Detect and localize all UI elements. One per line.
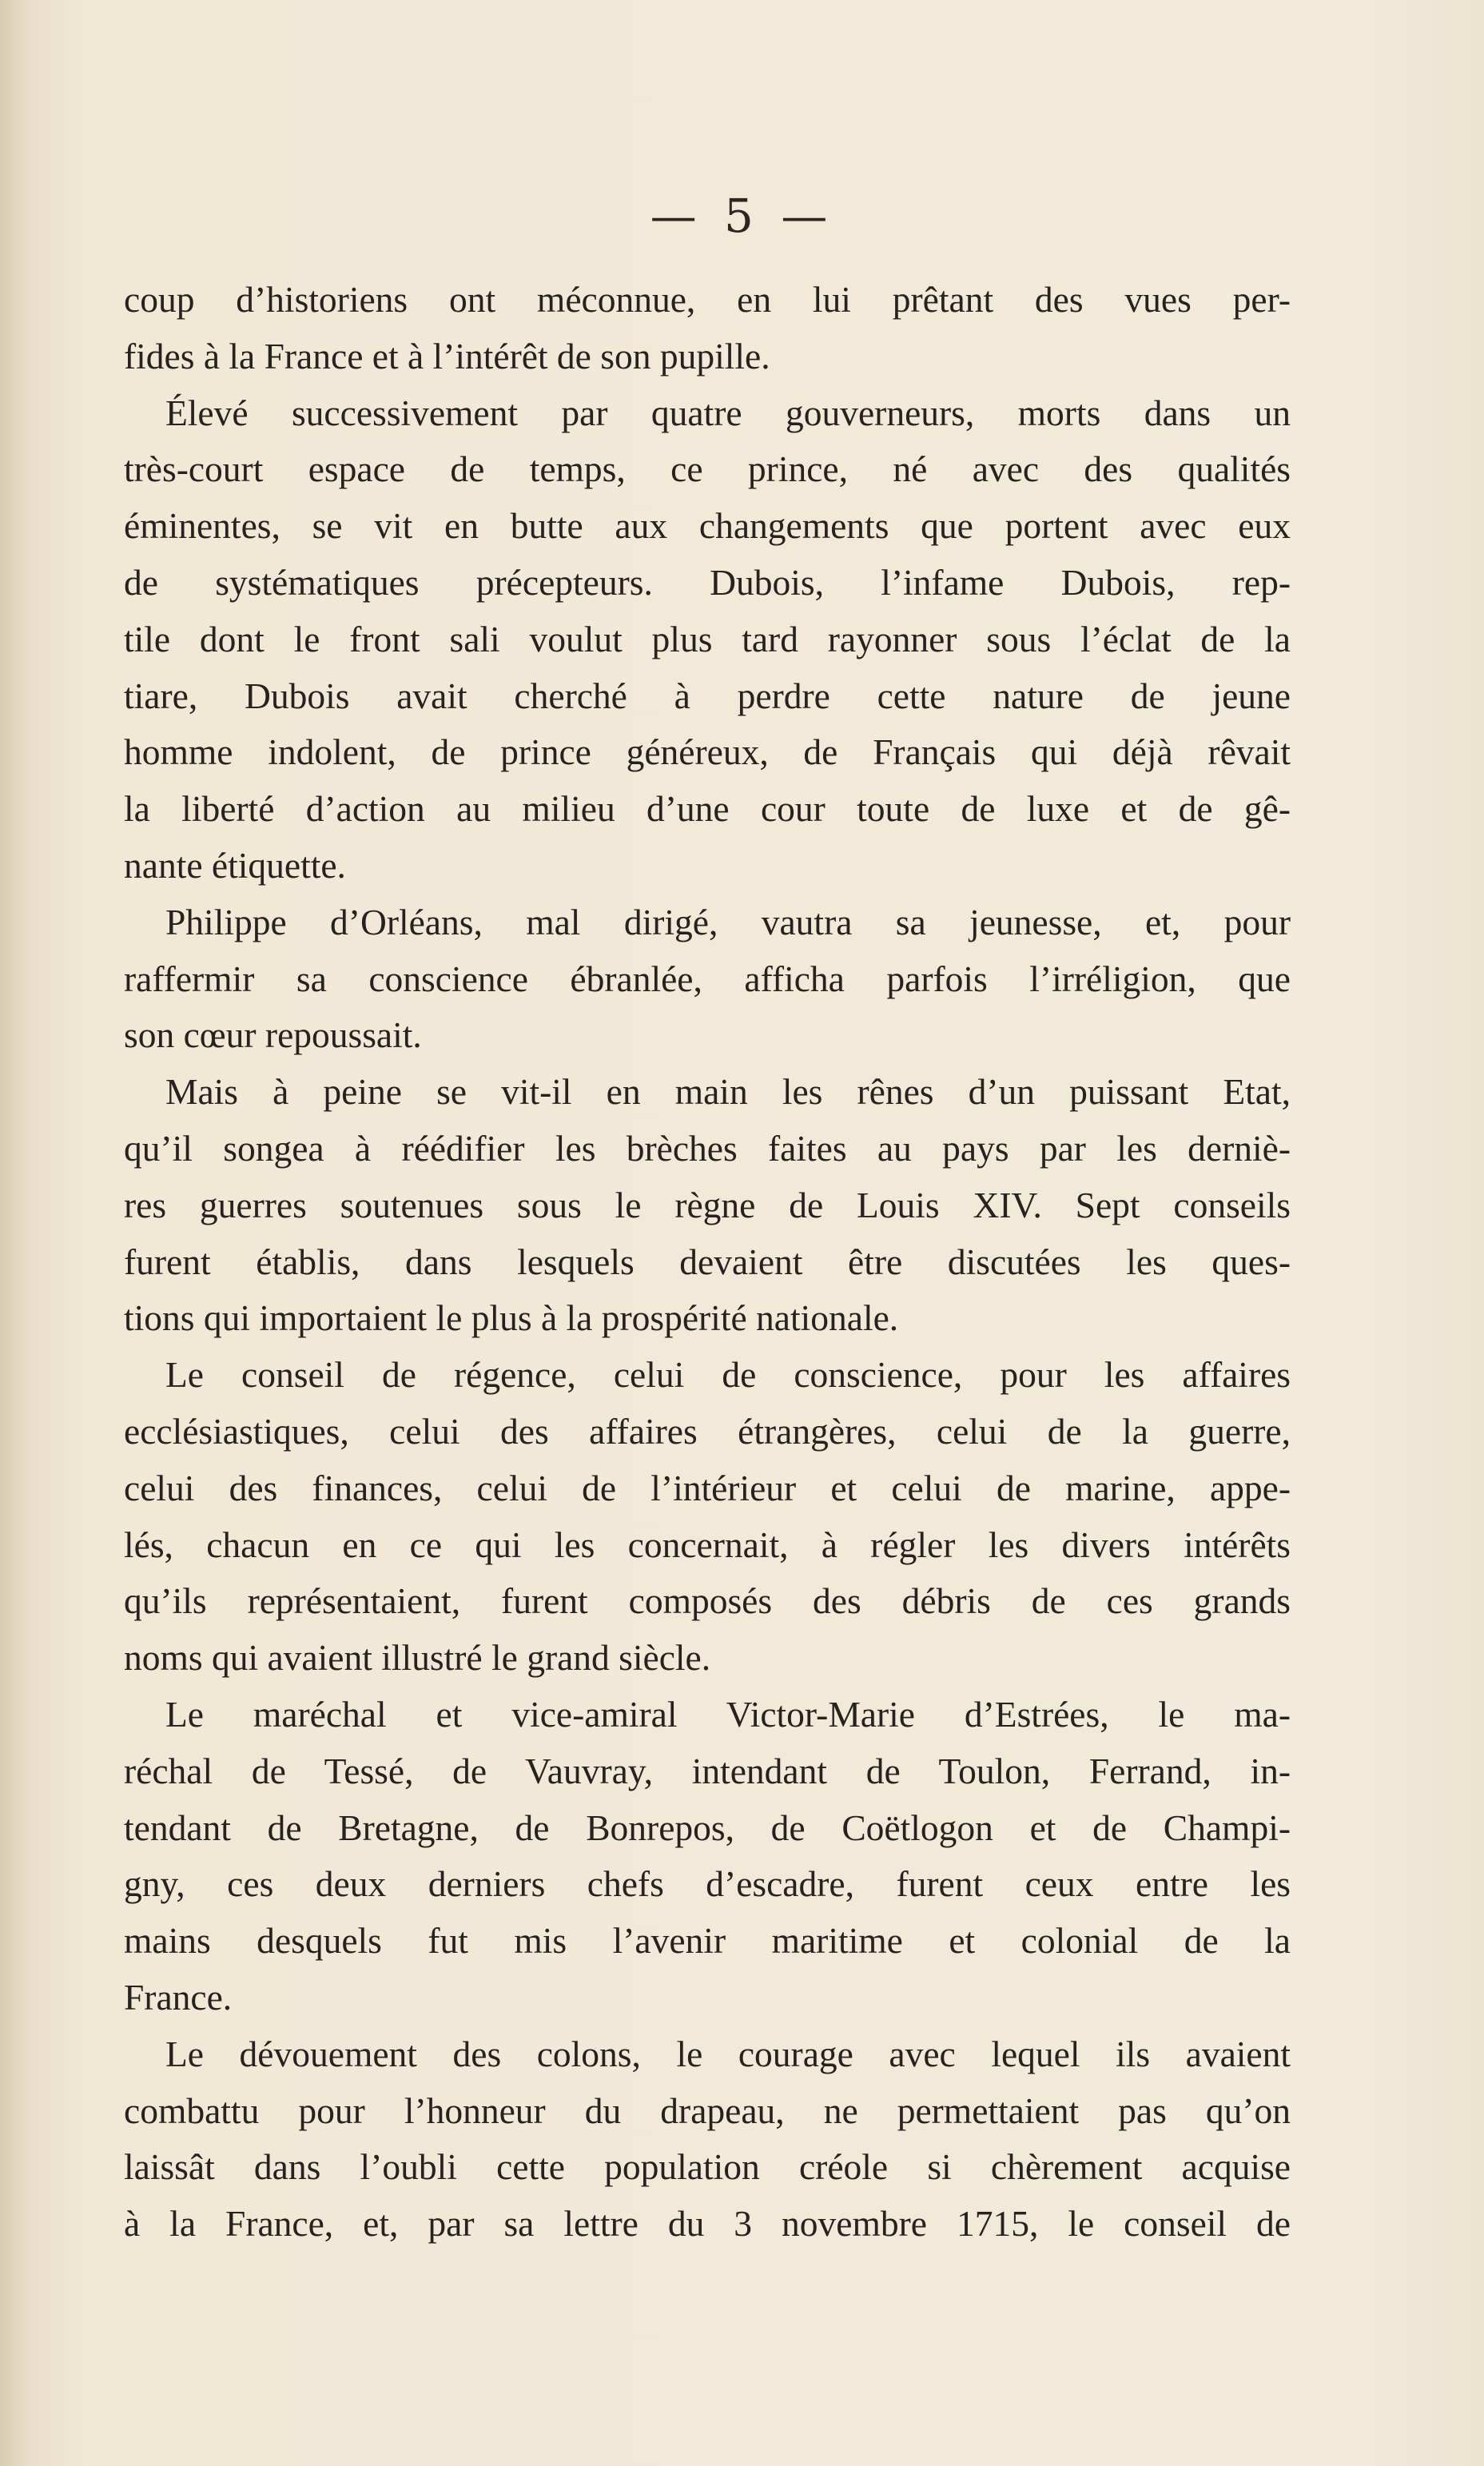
text-line: éminentes, se vit en butte aux changements que portent avec eux — [124, 505, 1291, 547]
text-line: à la France, et, par sa lettre du 3 novembre 1715, le conseil de — [124, 2203, 1291, 2245]
text-line: gny, ces deux derniers chefs d’escadre, furent ceux entre les — [124, 1863, 1291, 1905]
text-line: Mais à peine se vit-il en main les rênes d’un puissant Etat, — [165, 1071, 1291, 1113]
text-line: coup d’historiens ont méconnue, en lui prêtant des vues per- — [124, 279, 1291, 320]
page-number: — 5 — — [650, 189, 834, 243]
text-line: laissât dans l’oubli cette population créole si chèrement acquise — [124, 2146, 1291, 2188]
text-line: Élevé successivement par quatre gouverneurs, morts dans un — [165, 392, 1291, 433]
text-line: réchal de Tessé, de Vauvray, intendant de Toulon, Ferrand, in- — [124, 1750, 1291, 1791]
text-line: noms qui avaient illustré le grand siècle. — [124, 1637, 711, 1679]
text-line: furent établis, dans lesquels devaient être discutées les ques- — [124, 1241, 1291, 1282]
text-line: mains desquels fut mis l’avenir maritime et colonial de la — [124, 1920, 1291, 1962]
text-line: raffermir sa conscience ébranlée, afficha parfois l’irréligion, que — [124, 958, 1291, 999]
text-line: Le conseil de régence, celui de conscience, pour les affaires — [165, 1354, 1291, 1396]
text-line: homme indolent, de prince généreux, de Français qui déjà rêvait — [124, 731, 1291, 773]
text-line: tile dont le front sali voulut plus tard rayonner sous l’éclat de la — [124, 618, 1291, 659]
text-line: nante étiquette. — [124, 844, 346, 886]
text-line: de systématiques précepteurs. Dubois, l’infame Dubois, rep- — [124, 561, 1291, 603]
text-line: res guerres soutenues sous le règne de Louis XIV. Sept conseils — [124, 1184, 1291, 1225]
text-line: qu’ils représentaient, furent composés des débris de ces grands — [124, 1580, 1291, 1622]
text-line: son cœur repoussait. — [124, 1014, 422, 1056]
text-line: combattu pour l’honneur du drapeau, ne permettaient pas qu’on — [124, 2090, 1291, 2131]
text-line: tendant de Bretagne, de Bonrepos, de Coëtlogon et de Champi- — [124, 1807, 1291, 1848]
text-line: ecclésiastiques, celui des affaires étrangères, celui de la guerre, — [124, 1410, 1291, 1452]
text-line: la liberté d’action au milieu d’une cour toute de luxe et de gê- — [124, 788, 1291, 830]
text-line: Philippe d’Orléans, mal dirigé, vautra sa jeunesse, et, pour — [165, 901, 1291, 942]
text-line: qu’il songea à réédifier les brèches faites au pays par les derniè- — [124, 1127, 1291, 1169]
text-line: fides à la France et à l’intérêt de son pupille. — [124, 335, 770, 376]
text-line: tiare, Dubois avait cherché à perdre cette nature de jeune — [124, 675, 1291, 716]
body-text — [124, 272, 1291, 2253]
text-line: celui des finances, celui de l’intérieur et celui de marine, appe- — [124, 1467, 1291, 1508]
text-line: Le dévouement des colons, le courage avec lequel ils avaient — [165, 2033, 1291, 2074]
text-line: Le maréchal et vice-amiral Victor-Marie d’Estrées, le ma- — [165, 1693, 1291, 1735]
text-line: lés, chacun en ce qui les concernait, à régler les divers intérêts — [124, 1524, 1291, 1565]
text-line: très-court espace de temps, ce prince, né avec des qualités — [124, 448, 1291, 490]
text-line: France. — [124, 1976, 233, 2018]
text-line: tions qui importaient le plus à la prospérité nationale. — [124, 1297, 899, 1339]
